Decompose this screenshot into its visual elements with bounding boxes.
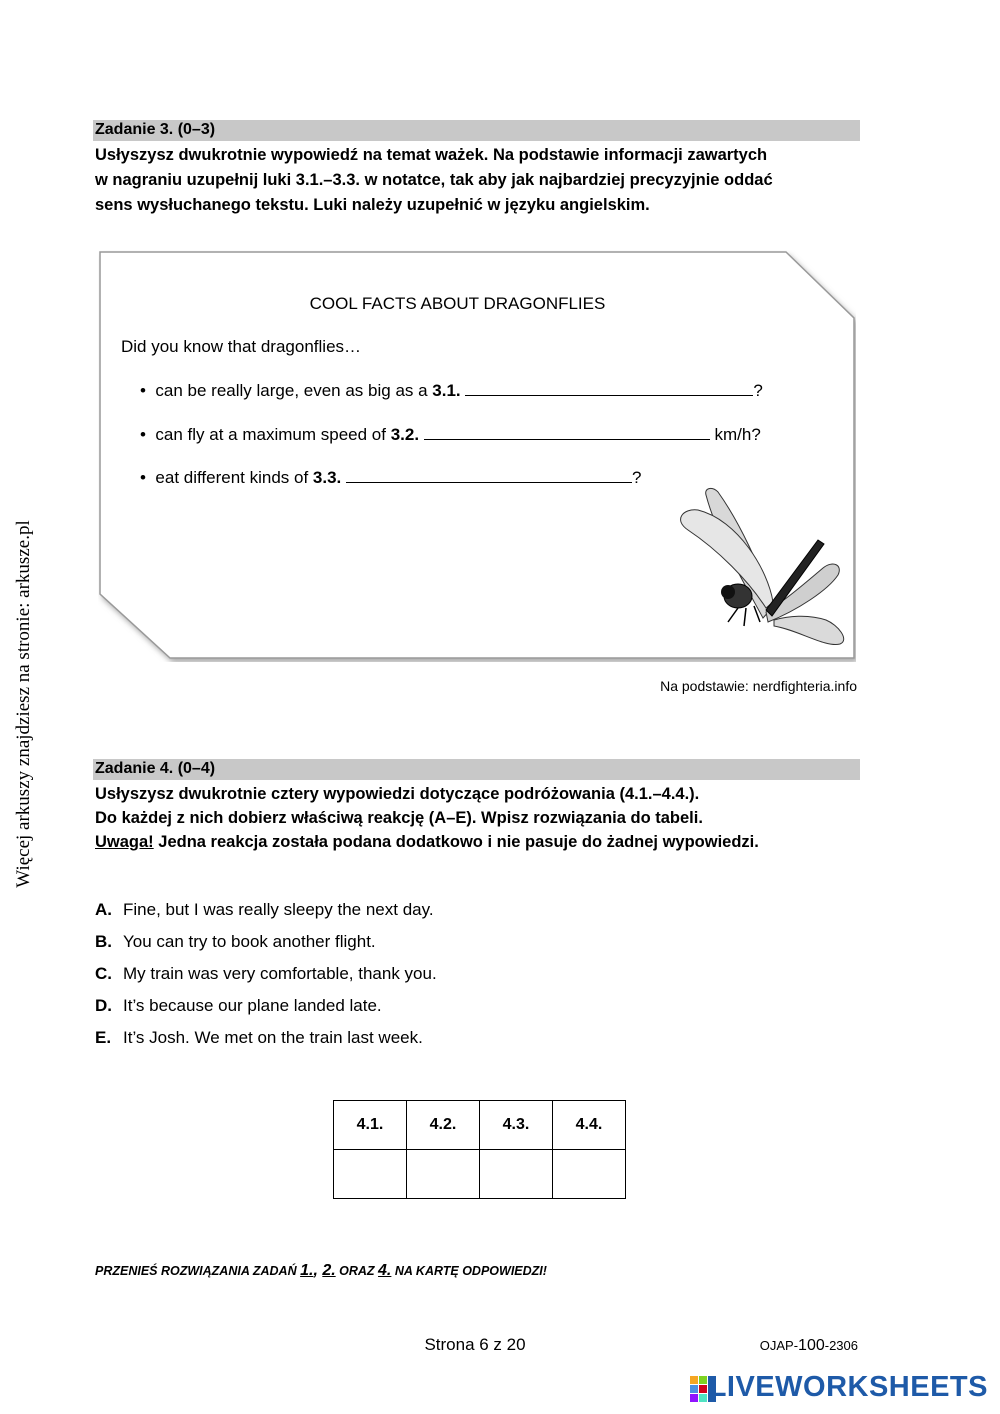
- task3-instruction-line: Usłyszysz dwukrotnie wypowiedź na temat ważek. Na podstawie informacji zawartych: [95, 146, 768, 164]
- option-text: You can try to book another flight.: [123, 932, 376, 951]
- note-item-3-1: [140, 380, 763, 401]
- note-item-3-2: [140, 424, 761, 445]
- option-letter: C.: [95, 964, 112, 983]
- gap-3-1-input[interactable]: [465, 380, 753, 396]
- option-text: Fine, but I was really sleepy the next day.: [123, 900, 434, 919]
- answer-table: [333, 1100, 626, 1199]
- page-number: Strona 6 z 20: [424, 1335, 526, 1354]
- note-intro: Did you know that dragonflies…: [121, 337, 362, 356]
- task3-header-bar: [93, 120, 860, 141]
- note-item-text: can fly at a maximum speed of: [155, 425, 391, 444]
- note-item-text: can be really large, even as big as a: [155, 381, 433, 400]
- liveworksheets-brand[interactable]: LIVEWORKSHEETS: [708, 1371, 988, 1403]
- task4-instruction-line: Usłyszysz dwukrotnie cztery wypowiedzi dotyczące podróżowania (4.1.–4.4.).: [95, 785, 700, 803]
- task3-header: Zadanie 3. (0–3): [95, 121, 216, 138]
- note-item-end: ?: [753, 381, 763, 400]
- answer-cell-4-1[interactable]: [334, 1150, 407, 1199]
- note-item-end: ?: [632, 468, 642, 487]
- warning-label: Uwaga!: [95, 833, 154, 851]
- note-title: COOL FACTS ABOUT DRAGONFLIES: [309, 294, 606, 313]
- task3-instruction: [95, 143, 773, 218]
- gap-number: 3.2.: [390, 425, 420, 444]
- option-text: My train was very comfortable, thank you.: [123, 964, 437, 983]
- transfer-task-ref: 4.: [378, 1262, 392, 1279]
- answer-cell-4-2[interactable]: [407, 1150, 480, 1199]
- option-letter: D.: [95, 996, 112, 1015]
- option-letter: B.: [95, 932, 112, 951]
- bullet-icon: •: [140, 468, 156, 487]
- option-e: [95, 1028, 423, 1048]
- gap-3-3-input[interactable]: [346, 467, 632, 483]
- note-item-3-3: [140, 467, 641, 488]
- exam-code-part: OJAP-: [759, 1338, 799, 1353]
- gap-number: 3.1.: [432, 381, 461, 400]
- option-letter: A.: [95, 900, 112, 919]
- gap-3-2-input[interactable]: [424, 424, 710, 440]
- task4-instruction-line: Do każdej z nich dobierz właściwą reakcję (A–E). Wpisz rozwiązania do tabeli.: [95, 809, 703, 827]
- exam-code-part: 100: [798, 1337, 825, 1354]
- transfer-task-ref: 1.: [300, 1262, 314, 1279]
- exam-code-part: -2306: [824, 1338, 858, 1353]
- answer-table-header: 4.1.: [334, 1101, 407, 1150]
- answer-table-header-row: [334, 1101, 626, 1150]
- exam-code: [760, 1337, 858, 1355]
- option-text: It’s because our plane landed late.: [123, 996, 382, 1015]
- option-letter: E.: [95, 1028, 112, 1047]
- transfer-text: ORAZ: [335, 1264, 379, 1278]
- answer-table-header: 4.2.: [407, 1101, 480, 1150]
- answer-table-header: 4.4.: [553, 1101, 626, 1150]
- answer-table-input-row: [334, 1150, 626, 1199]
- task3-instruction-line: sens wysłuchanego tekstu. Luki należy uzupełnić w języku angielskim.: [95, 196, 650, 214]
- answer-cell-4-4[interactable]: [553, 1150, 626, 1199]
- task4-instruction: [95, 782, 759, 854]
- warning-text: Jedna reakcja została podana dodatkowo i nie pasuje do żadnej wypowiedzi.: [153, 833, 759, 851]
- transfer-task-ref: 2.: [322, 1262, 336, 1279]
- option-text: It’s Josh. We met on the train last week.: [123, 1028, 423, 1047]
- note-item-end: km/h?: [709, 425, 761, 444]
- task4-header: Zadanie 4. (0–4): [95, 760, 216, 777]
- bullet-icon: •: [140, 425, 156, 444]
- task4-header-bar: [93, 759, 860, 780]
- transfer-instruction: [95, 1262, 547, 1280]
- task4-warning-line: [95, 830, 759, 854]
- option-b: [95, 932, 376, 952]
- answer-table-header: 4.3.: [480, 1101, 553, 1150]
- side-watermark-text: Więcej arkuszy znajdziesz na stronie: arkusze.pl: [13, 520, 34, 888]
- option-c: [95, 964, 437, 984]
- source-note: Na podstawie: nerdfighteria.info: [660, 678, 857, 694]
- option-a: [95, 900, 434, 920]
- task3-instruction-line: w nagraniu uzupełnij luki 3.1.–3.3. w notatce, tak aby jak najbardziej precyzyjnie oddać: [95, 171, 773, 189]
- bullet-icon: •: [140, 381, 156, 400]
- answer-cell-4-3[interactable]: [480, 1150, 553, 1199]
- transfer-text: PRZENIEŚ ROZWIĄZANIA ZADAŃ: [95, 1264, 301, 1278]
- note-item-text: eat different kinds of: [155, 468, 313, 487]
- transfer-sep: ,: [313, 1262, 323, 1279]
- gap-number: 3.3.: [312, 468, 342, 487]
- transfer-text: NA KARTĘ ODPOWIEDZI!: [391, 1264, 547, 1278]
- option-d: [95, 996, 382, 1016]
